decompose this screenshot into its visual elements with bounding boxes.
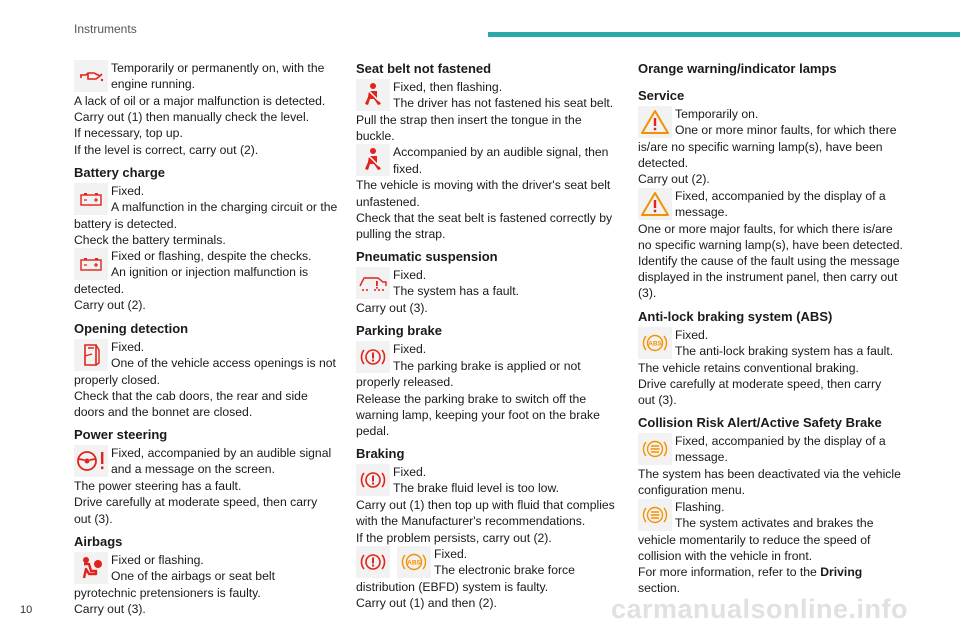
abs-icon [638, 327, 672, 359]
parking-brake-entry: Fixed. The parking brake is applied or not properly released. Release the parking brake to switch off the warning lamp, keeping your foot on the brake pedal. [356, 342, 600, 439]
abs-icon [397, 546, 431, 578]
battery-entry-1: Fixed. A malfunction in the charging circuit or the battery is detected. Check the battery terminals. [74, 183, 338, 248]
pneumatic-suspension-entry: Fixed. The system has a fault. Carry out (3). [356, 268, 519, 316]
driving-link-text: Driving [820, 565, 863, 580]
seat-belt-heading: Seat belt not fastened [356, 61, 492, 76]
door-open-icon [74, 339, 108, 371]
abs-entry: ABS Fixed. The anti-lock braking system has a fault. The vehicle retains conventional braking. Drive carefully at moderate speed, then carry out (3). [638, 327, 894, 408]
watermark: carmanualsonline.info [610, 594, 908, 624]
driving-reference: For more information, refer to the Driving [638, 565, 863, 580]
seatbelt-icon [356, 144, 390, 176]
svg-text:ABS: ABS [648, 340, 662, 348]
column-2 [356, 60, 624, 611]
battery-icon [74, 183, 108, 215]
abs-heading: Anti-lock braking system (ABS) [638, 308, 833, 324]
power-steering-icon [74, 445, 108, 477]
power-steering-entry: Fixed, accompanied by an audible signal and a message on the screen. The power steering has a fault. Drive carefully at moderate speed, then carry out (3). [74, 446, 332, 526]
service-entry-1: Temporarily on. One or more minor faults, for which there is/are no specific warning lamp(s), have been detected. Carry out (2). [638, 107, 897, 187]
battery-icon [74, 248, 108, 280]
power-steering-heading: Power steering [74, 427, 168, 443]
column-3 [638, 60, 910, 596]
opening-detection-entry: Fixed. One of the vehicle access openings is not properly closed. Check that the cab doors, the rear and side doors and the bonnet are closed. [74, 339, 336, 420]
battery-charge-heading: Battery charge [74, 164, 166, 180]
battery-entry-2: Fixed or flashing, despite the checks. An ignition or injection malfunction is detected. Carry out (2). [74, 249, 312, 313]
airbags-entry: Fixed or flashing. One of the airbags or seat belt pyrotechnic pretensioners is faulty. Carry out (3). [74, 552, 275, 617]
service-entry-2: Fixed, accompanied by the display of a message. One or more major faults, for which there is/are no specific warning lamp(s), have been detected. Identify the cause of the fault using the message displayed in the instrument panel, then carry out (3). [638, 188, 903, 301]
brake-icon [356, 464, 390, 496]
brake-icon [356, 546, 390, 578]
svg-text:ABS: ABS [407, 559, 421, 567]
page-number: 10 [20, 604, 33, 616]
braking-entry-2: ABS Fixed. The electronic brake force distribution (EBFD) system is faulty. Carry out (1) and then (2). [356, 546, 575, 611]
pneumatic-suspension-heading: Pneumatic suspension [356, 249, 498, 265]
parking-brake-heading: Parking brake [356, 323, 442, 339]
collision-risk-heading: Collision Risk Alert/Active Safety Brake [638, 415, 882, 431]
collision-entry-1: Fixed, accompanied by the display of a message. The system has been deactivated via the vehicle configuration menu. [638, 434, 901, 498]
oil-pressure-entry: Temporarily or permanently on, with the engine running. A lack of oil or a major malfunction is detected. Carry out (1) then manually check the level. If necessary, top up. If the level is correct, carry out (2). [74, 61, 326, 157]
airbag-icon [74, 552, 108, 584]
suspension-icon [356, 267, 390, 299]
brake-icon [356, 341, 390, 373]
collision-entry-2: Flashing. The system activates and brakes the vehicle momentarily to reduce the speed of collision with the vehicle in front. For more information, refer to the Driving section. [638, 499, 910, 597]
running-header: Instruments [74, 22, 137, 36]
seatbelt-icon [356, 79, 390, 111]
airbags-heading: Airbags [74, 533, 123, 549]
column-1 [74, 60, 342, 617]
warning-triangle-icon [638, 188, 672, 220]
header-accent-bar [488, 32, 960, 37]
seat-belt-entry-1: Fixed, then flashing. The driver has not fastened his seat belt. Pull the strap then insert the tongue in the buckle. [356, 80, 614, 144]
braking-entry-1: Fixed. The brake fluid level is too low. Carry out (1) then top up with fluid that complies with the Manufacturer's recommendations. If the problem persists, carry out (2). [356, 465, 615, 545]
orange-lamps-section-title: Orange warning/indicator lamps [638, 61, 837, 76]
collision-alert-icon [638, 433, 672, 465]
warning-triangle-icon [638, 106, 672, 138]
service-heading: Service [638, 88, 685, 103]
opening-detection-heading: Opening detection [74, 320, 189, 336]
seat-belt-entry-2: Accompanied by an audible signal, then fixed. The vehicle is moving with the driver's seat belt unfastened. Check that the seat belt is fastened correctly by pulling the strap. [356, 145, 613, 242]
oil-pressure-icon [74, 60, 108, 92]
collision-alert-icon [638, 499, 672, 531]
braking-heading: Braking [356, 446, 405, 462]
